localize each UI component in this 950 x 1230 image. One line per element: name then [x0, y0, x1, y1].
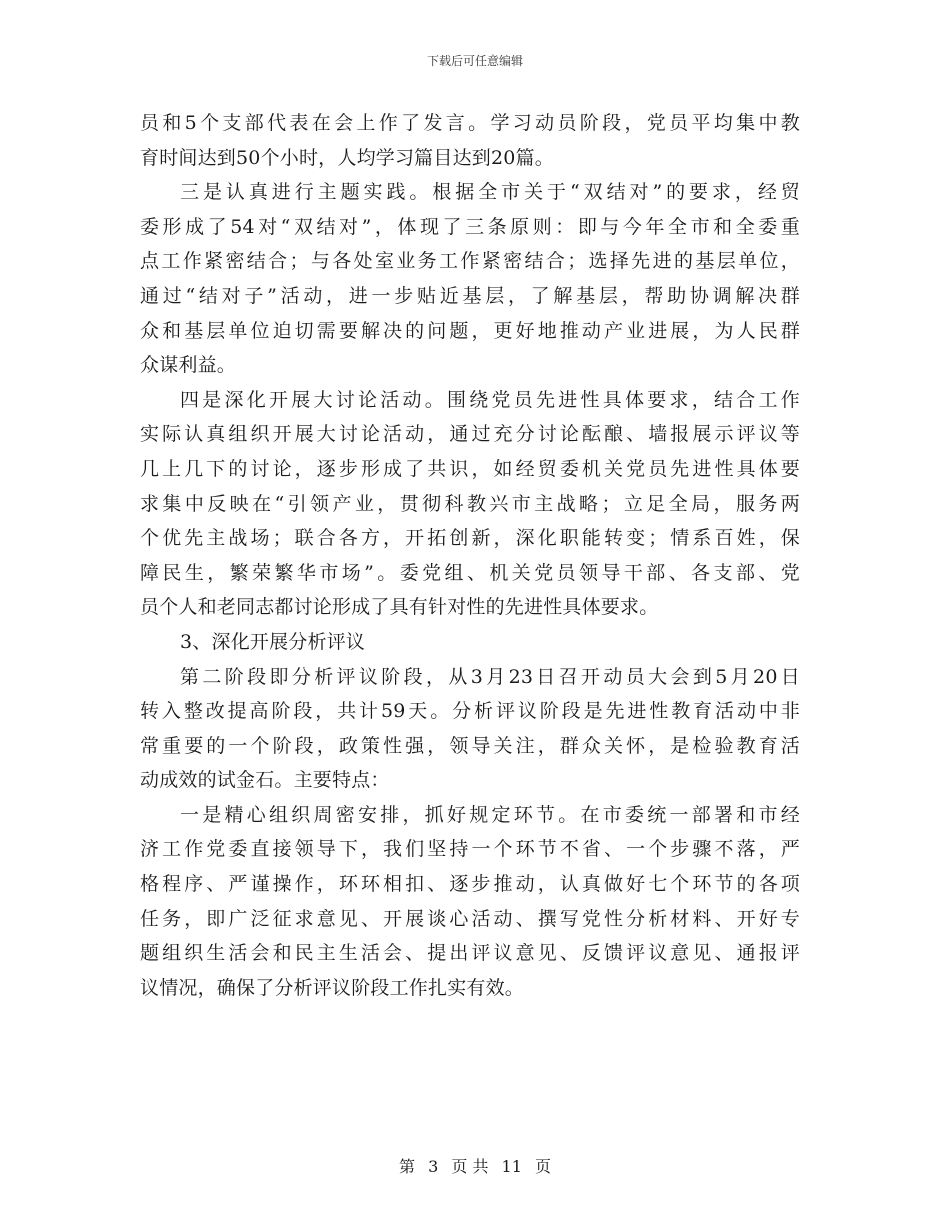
page-footer: [0, 1154, 950, 1177]
text-line: 格程序、严谨操作，环环相扣、逐步推动，认真做好七个环节的各项: [140, 873, 800, 896]
footer-page-number: 3: [428, 1157, 439, 1176]
text-line: 常重要的一个阶段，政策性强，领导关注，群众关怀，是检验教育活: [140, 734, 800, 757]
document-body: [140, 106, 800, 1005]
text-line: 众谋利益。: [140, 354, 237, 377]
footer-total-pages: 11: [501, 1157, 522, 1176]
text-line: 通过“结对子”活动，进一步贴近基层，了解基层，帮助协调解决群: [140, 284, 800, 307]
text-line: 员个人和老同志都讨论形成了具有针对性的先进性具体要求。: [140, 596, 659, 619]
text-line: 点工作紧密结合；与各处室业务工作紧密结合；选择先进的基层单位，: [140, 250, 800, 273]
text-line: 个优先主战场；联合各方，开拓创新，深化职能转变；情系百姓，保: [140, 527, 800, 550]
footer-suffix: 页: [535, 1157, 552, 1176]
page-header: 下载后可任意编辑: [426, 54, 523, 68]
text-line: 员和5个支部代表在会上作了发言。学习动员阶段，党员平均集中教: [140, 112, 800, 134]
footer-middle: 页 共: [451, 1157, 489, 1176]
footer-prefix: 第: [398, 1157, 415, 1176]
text-line: 议情况，确保了分析评议阶段工作扎实有效。: [140, 976, 525, 999]
text-line: 育时间达到50个小时，人均学习篇目达到20篇。: [140, 146, 554, 169]
text-line: 任务，即广泛征求意见、开展谈心活动、撰写党性分析材料、开好专: [140, 907, 800, 930]
text-line: 济工作党委直接领导下，我们坚持一个环节不省、一个步骤不落，严: [140, 838, 800, 861]
text-line: 转入整改提高阶段，共计59天。分析评议阶段是先进性教育活动中非: [140, 700, 800, 723]
text-line: 求集中反映在“引领产业，贯彻科教兴市主战略；立足全局，服务两: [140, 492, 800, 515]
text-line: 三是认真进行主题实践。根据全市关于“双结对”的要求，经贸: [180, 181, 800, 204]
text-line: 几上几下的讨论，逐步形成了共识，如经贸委机关党员先进性具体要: [140, 457, 800, 480]
text-line: 实际认真组织开展大讨论活动，通过充分讨论酝酿、墙报展示评议等: [140, 423, 800, 446]
text-line: 四是深化开展大讨论活动。围绕党员先进性具体要求，结合工作: [180, 388, 800, 411]
text-line: 题组织生活会和民主生活会、提出评议意见、反馈评议意见、通报评: [140, 942, 800, 965]
text-line: 第二阶段即分析评议阶段，从3月23日召开动员大会到5月20日: [180, 665, 800, 688]
text-line: 动成效的试金石。主要特点：: [140, 769, 390, 792]
text-line: 委形成了54对“双结对”，体现了三条原则：即与今年全市和全委重: [140, 215, 800, 238]
text-line: 3、深化开展分析评议: [180, 630, 366, 653]
text-line: 众和基层单位迫切需要解决的问题，更好地推动产业进展，为人民群: [140, 319, 800, 342]
text-line: 一是精心组织周密安排，抓好规定环节。在市委统一部署和市经: [180, 803, 800, 826]
text-line: 障民生，繁荣繁华市场”。委党组、机关党员领导干部、各支部、党: [140, 561, 800, 584]
